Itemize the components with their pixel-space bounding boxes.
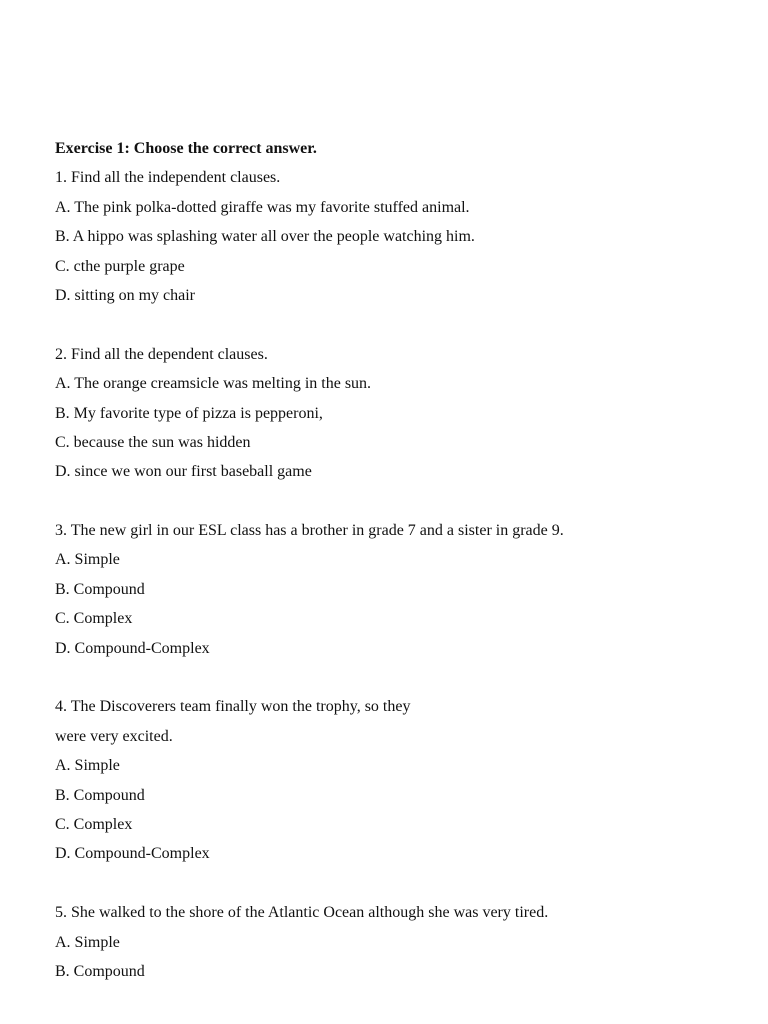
answer-option: C. because the sun was hidden (55, 433, 251, 451)
question-prompt: 4. The Discoverers team finally won the trophy, so they (55, 698, 411, 716)
answer-option: A. Simple (55, 757, 120, 775)
question-block (55, 345, 755, 492)
answer-option: C. Complex (55, 610, 133, 628)
question-block (55, 903, 755, 991)
question-prompt-continued: were very excited. (55, 727, 173, 745)
spacer (55, 315, 755, 344)
answer-option: B. Compound (55, 786, 145, 804)
answer-option: B. Compound (55, 962, 145, 980)
question-prompt: 5. She walked to the shore of the Atlantic Ocean although she was very tired. (55, 904, 549, 922)
answer-option: B. A hippo was splashing water all over the people watching him. (55, 228, 475, 246)
answer-option: B. My favorite type of pizza is pepperoni, (55, 404, 323, 422)
answer-option: C. Complex (55, 815, 133, 833)
document-page (55, 139, 755, 991)
answer-option: A. The orange creamsicle was melting in the sun. (55, 375, 372, 393)
question-block (55, 697, 755, 873)
answer-option: A. Simple (55, 551, 120, 569)
answer-option: B. Compound (55, 580, 145, 598)
question-prompt: 1. Find all the independent clauses. (55, 169, 281, 187)
spacer (55, 874, 755, 903)
answer-option: A. Simple (55, 933, 120, 951)
question-prompt: 2. Find all the dependent clauses. (55, 345, 268, 363)
answer-option: D. Compound-Complex (55, 639, 210, 657)
spacer (55, 492, 755, 521)
question-block (55, 521, 755, 668)
exercise-heading: Exercise 1: Choose the correct answer. (55, 140, 317, 157)
answer-option: D. sitting on my chair (55, 286, 195, 304)
question-block (55, 168, 755, 315)
answer-option: A. The pink polka-dotted giraffe was my favorite stuffed animal. (55, 198, 470, 216)
answer-option: D. since we won our first baseball game (55, 463, 312, 481)
answer-option: D. Compound-Complex (55, 845, 210, 863)
answer-option: C. cthe purple grape (55, 257, 185, 275)
question-prompt: 3. The new girl in our ESL class has a brother in grade 7 and a sister in grade 9. (55, 522, 564, 540)
spacer (55, 668, 755, 697)
